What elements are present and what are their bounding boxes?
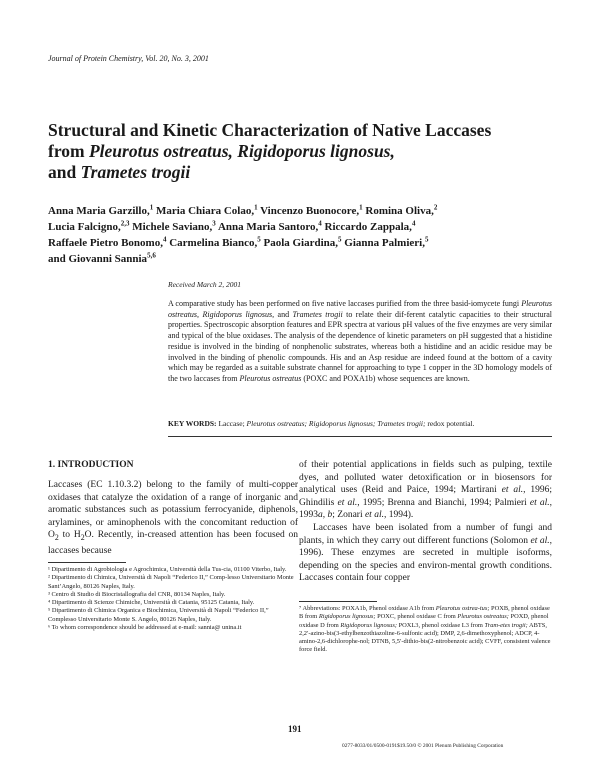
body-text: , 1996). These enzymes are secreted in multiple isoforms, depending on the species and environ-mental growth conditions. Laccases contain four copper [299,535,552,584]
abstract-species: Trametes trogii [292,309,343,319]
author-affiliation: 4 [318,219,322,228]
et-al: et al. [529,497,550,508]
author-affiliation: 5 [424,235,429,244]
footnote: ³ Centro di Studio di Biocristallografia del CNR, 80134 Naples, Italy. [48,590,226,598]
footnote-text: POXB, phenol oxidase B from [299,605,550,621]
author: Maria Chiara Colao, [153,205,255,217]
received-date: Received March 2, 2001 [168,280,242,289]
et-al: et al. [364,510,384,521]
author: Anna Maria Garzillo, [48,205,150,217]
title-species-1: Pleurotus ostreatus, [88,141,233,161]
title-line-1: Structural and Kinetic Characterization of Native Laccases [48,120,492,140]
keywords-label: KEY WORDS: [168,419,217,428]
author-list [48,203,548,267]
keyword: Rigidoporus lignosus; [308,419,376,428]
title-line-2-prefix: from [48,141,89,161]
body-text: , 1994). [383,510,414,521]
author-affiliation: 5 [257,235,261,244]
footnote-divider [299,601,377,602]
keyword: Laccase; [216,419,247,428]
copyright-line: 0277-8033/01/0500-0191$19.50/0 © 2001 Plenum Publishing Corporation [342,743,504,749]
author-affiliation: 4 [162,235,167,244]
footnote-text: ⁷ Abbreviations: POXA1b, Phenol oxidase A1b from [299,605,436,612]
author-affiliation: 4 [411,219,416,228]
footnote-text: ABTS, 2,2′-azino-bis(3-ethylbenzothiazoline-6-sulfonic acid); DMP, 2,6-dimethoxyphenol; ADCP, 4-amino-2,6-dichlorophe-nol; DTNB, 5,5′-dithio-bis(2-nitrobenzoic acid); CVFF, consistent valence force field. [299,621,551,654]
abbreviations-footnote [299,605,552,655]
body-text: Laccases have been isolated from a number of fungi and plants, in which they carry out different functions (Solomon [299,522,552,546]
author: Lucia Falcigno, [48,221,121,233]
author: Anna Maria Santoro, [215,221,319,233]
citation-suffix: a, b [318,510,333,521]
footnote-species: Tram-etes trogii; [484,621,528,629]
article-title [48,120,548,183]
intro-left-column [48,479,298,557]
abstract-species: Rigidoporus lignosus, [202,309,275,319]
author-affiliation: 2 [433,203,438,212]
subscript: 2 [54,533,59,543]
page-number: 191 [288,724,302,734]
footnote-text: POXL3, phenol oxidase L3 from [397,621,485,629]
keywords-divider [168,436,552,437]
footnote-species: Rigidoporus lignosus; [318,613,376,621]
author-affiliation: 5 [338,235,342,244]
footnote: ¹ Dipartimento di Agrobiologia e Agrochimica, Università della Tus-cia, 01100 Viterbo, Italy. [48,566,287,573]
abstract [168,299,552,385]
abstract-species: Pleurotus ostreatus [239,373,302,383]
footnote: ⁴ Dipartimento di Scienze Chimiche, Università di Catania, 95125 Catania, Italy. [48,599,255,607]
keyword: Trametes trogii; [377,419,426,428]
abstract-text: to relate their dif-ferent catalytic capacities to their structural properties. Spectroscopic absorption features and EPR spectra at various pH values of the five enzymes are very similar and typical of the blue oxidases. The analysis of the dependence of kinetic parameters on pH suggested that a histidine residue is involved in the binding of nonphenolic substrates, whereas both a histidine and an acidic residue may be involved in the binding of phenolic compounds. His and an Asp residue are indeed found at the bottom of a cavity which may be regarded as a suitable substrate channel for approaching to type 1 copper in the 3D homology models of the two laccases from [168,309,553,383]
paragraph [299,522,552,585]
et-al: et al. [501,485,524,496]
body-text: to H [58,530,81,541]
author: Romina Oliva, [362,205,434,217]
abstract-species: Pleurotus ostreatus, [168,299,552,319]
keywords [168,419,552,428]
author-affiliation: 1 [359,203,363,212]
abstract-text: (POXC and POXA1b) whose sequences are known. [301,373,470,383]
body-text: , 1993 [299,497,552,521]
footnote-species: Pleurotus ostrea-tus; [435,605,490,612]
footnote-text: POXC, phenol oxidase C from [375,613,458,621]
title-line-3-prefix: and [48,162,81,182]
affiliation-footnotes [48,566,298,632]
body-text: Laccases (EC 1.10.3.2) belong to the family of multi-copper oxidases that catalyze the oxidation of a range of inorganic and aromatic substances such as potassium ferrocyanide, diphenols, arylamines, or aminophenols with the concomitant reduction of O [48,480,298,541]
author-affiliation: 1 [149,203,154,212]
title-species-3: Trametes trogii [80,162,191,182]
body-text: O. Recently, in-creased attention has been focused on laccases because [48,530,299,556]
author: Paola Giardina, [260,237,339,249]
et-al: et al. [530,535,550,546]
footnote-species: Rigidoporus lignosus; [340,621,397,629]
keyword: Pleurotus ostreatus; [246,419,308,428]
author: Raffaele Pietro Bonomo, [48,237,163,249]
author-affiliation: 3 [212,219,216,228]
author-affiliation: 5,6 [147,251,156,260]
footnote: ² Dipartimento di Chimica, Università di Napoli “Federico II,” Comp-lesso Universitario Monte Sant’Angelo, 80126 Naples, Italy. [48,574,294,590]
keyword: redox potential. [425,419,475,428]
footnote-text: POXD, phenol oxidase D from [299,613,549,629]
author: and Giovanni Sannia [48,253,148,265]
subscript: 2 [80,533,85,543]
body-text: , 1996; Ghindilis [299,485,553,508]
intro-right-column [299,459,552,585]
body-text: ; Zonari [332,510,365,521]
body-text: of their potential applications in fields such as pulping, textile dyes, and polluted water detoxification or in biosensors for analytical uses (Reid and Paice, 1994; Martirani [299,460,552,496]
et-al: et al. [337,497,358,508]
author: Gianna Palmieri, [341,237,425,249]
author: Michele Saviano, [129,221,213,233]
footnote: ⁶ To whom correspondence should be addressed at e-mail: sannia@ unina.it [48,624,242,632]
title-species-2: Rigidoporus lignosus, [237,141,395,161]
abstract-text: and [274,309,293,319]
body-text: , 1995; Brenna and Bianchi, 1994; Palmieri [357,497,530,508]
author: Riccardo Zappala, [321,221,412,233]
footnote: ⁵ Dipartimento di Chimica Organica e Biochimica, Università di Napoli “Federico II,” Complesso Universitario Monte S. Angelo, 80126 Naples, Italy. [48,607,269,623]
section-heading: 1. INTRODUCTION [48,460,134,470]
abstract-text: A comparative study has been performed on five native laccases purified from the three basid-iomycete fungi [168,299,522,308]
journal-header: Journal of Protein Chemistry, Vol. 20, No. 3, 2001 [48,54,209,63]
footnote-divider [48,562,126,563]
author-affiliation: 1 [254,203,258,212]
author: Vincenzo Buonocore, [257,205,360,217]
author: Carmelina Bianco, [166,237,258,249]
footnote-species: Pleurotus ostreatus; [457,613,509,621]
author-affiliation: 2,3 [120,219,130,228]
